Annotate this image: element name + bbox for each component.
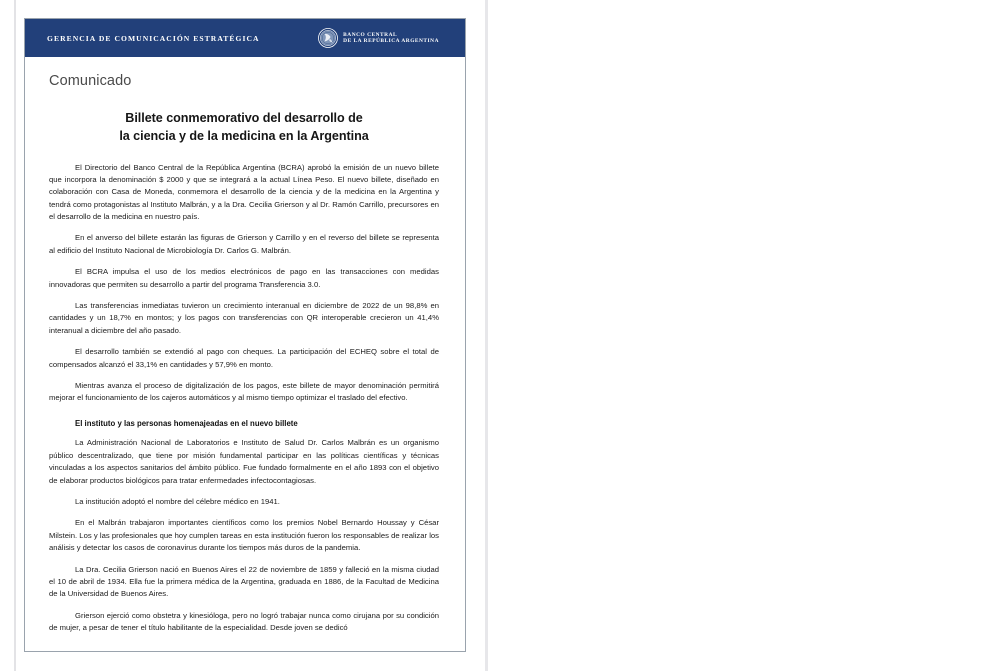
paragraph: En el Malbrán trabajaron importantes científicos como los premios Nobel Bernardo Houssay y César Milstein. Los y las profesionales que hoy cumplen tareas en esta institución fueron los responsables de realizar los análisis y detectar los casos de coronavirus durante los tiempos más duros de la pandemia. bbox=[49, 518, 439, 553]
document-page bbox=[24, 18, 466, 652]
paragraph: Grierson ejerció como obstetra y kinesióloga, pero no logró trabajar nunca como cirujana por su condición de mujer, a pesar de tener el título habilitante de la especialidad. Desde joven se dedicó bbox=[49, 610, 439, 633]
document-title bbox=[49, 109, 439, 146]
document-title-line-2: la ciencia y de la medicina en la Argentina bbox=[119, 129, 369, 144]
bcra-brand-line-2: DE LA REPÚBLICA ARGENTINA bbox=[343, 38, 439, 44]
paragraph: El Directorio del Banco Central de la República Argentina (BCRA) aprobó la emisión de un nuevo billete que incorpora la denominación $ 2000 y que se integrará a la actual Línea Peso. El nuevo billete, diseñado en colaboración con Casa de Moneda, conmemora el desarrollo de la ciencia y de la medicina en la Argentina y tendrá como protagonistas al Instituto Malbrán, y a la Dra. Cecilia Grierson y al Dr. Ramón Carrillo, precursores en el desarrollo de la medicina en nuestro país. bbox=[49, 162, 439, 222]
bcra-brand-wordmark bbox=[343, 32, 439, 44]
paragraph: El desarrollo también se extendió al pago con cheques. La participación del ECHEQ sobre el total de compensados alcanzó el 33,1% en cantidades y 57,9% en monto. bbox=[49, 347, 439, 369]
masthead-department-label: GERENCIA DE COMUNICACIÓN ESTRATÉGICA bbox=[47, 33, 260, 43]
paragraph: Mientras avanza el proceso de digitalización de los pagos, este billete de mayor denominación permitirá mejorar el funcionamiento de los cajeros automáticos y al mismo tiempo optimizar el traslado del efectivo. bbox=[49, 380, 439, 403]
paragraph: La Administración Nacional de Laboratorios e Instituto de Salud Dr. Carlos Malbrán es un organismo público descentralizado, que tiene por misión fundamental participar en las políticas científicas y técnicas vinculadas a los aspectos sanitarios del ámbito público. Fue fundado formalmente en el año 1893 con el objetivo de elaborar productos biológicos para tratar enfermedades infectocontagiosas. bbox=[49, 438, 439, 485]
document-subheading: El instituto y las personas homenajeadas en el nuevo billete bbox=[75, 418, 298, 428]
bcra-seal-icon bbox=[318, 28, 338, 48]
paragraph: En el anverso del billete estarán las figuras de Grierson y Carrillo y en el reverso del billete se representa al edificio del Instituto Nacional de Microbiología Dr. Carlos G. Malbrán. bbox=[49, 233, 439, 255]
document-title-line-1: Billete conmemorativo del desarrollo de bbox=[125, 111, 363, 125]
viewer-left-rule bbox=[14, 0, 16, 671]
document-body bbox=[25, 57, 465, 635]
paragraph: Las transferencias inmediatas tuvieron un crecimiento interanual en diciembre de 2022 de un 98,8% en cantidades y un 18,7% en montos; y los pagos con transferencias con QR interoperable crecieron un 41,4% interanual a diciembre del año pasado. bbox=[49, 301, 439, 335]
viewer-right-pane bbox=[488, 0, 1000, 671]
document-kicker: Comunicado bbox=[49, 73, 132, 89]
bcra-brand-line-1: BANCO CENTRAL bbox=[343, 31, 398, 38]
paragraph: La Dra. Cecilia Grierson nació en Buenos Aires el 22 de noviembre de 1859 y falleció en la misma ciudad el 10 de abril de 1934. Ella fue la primera médica de la Argentina, graduada en 1886, de la Facultad de Medicina de la Universidad de Buenos Aires. bbox=[49, 564, 439, 599]
bcra-brand bbox=[318, 28, 453, 48]
paragraph: La institución adoptó el nombre del célebre médico en 1941. bbox=[75, 497, 280, 506]
paragraph: El BCRA impulsa el uso de los medios electrónicos de pago en las transacciones con medidas innovadoras que permiten su desarrollo a partir del programa Transferencia 3.0. bbox=[49, 267, 439, 289]
document-masthead bbox=[25, 19, 465, 57]
